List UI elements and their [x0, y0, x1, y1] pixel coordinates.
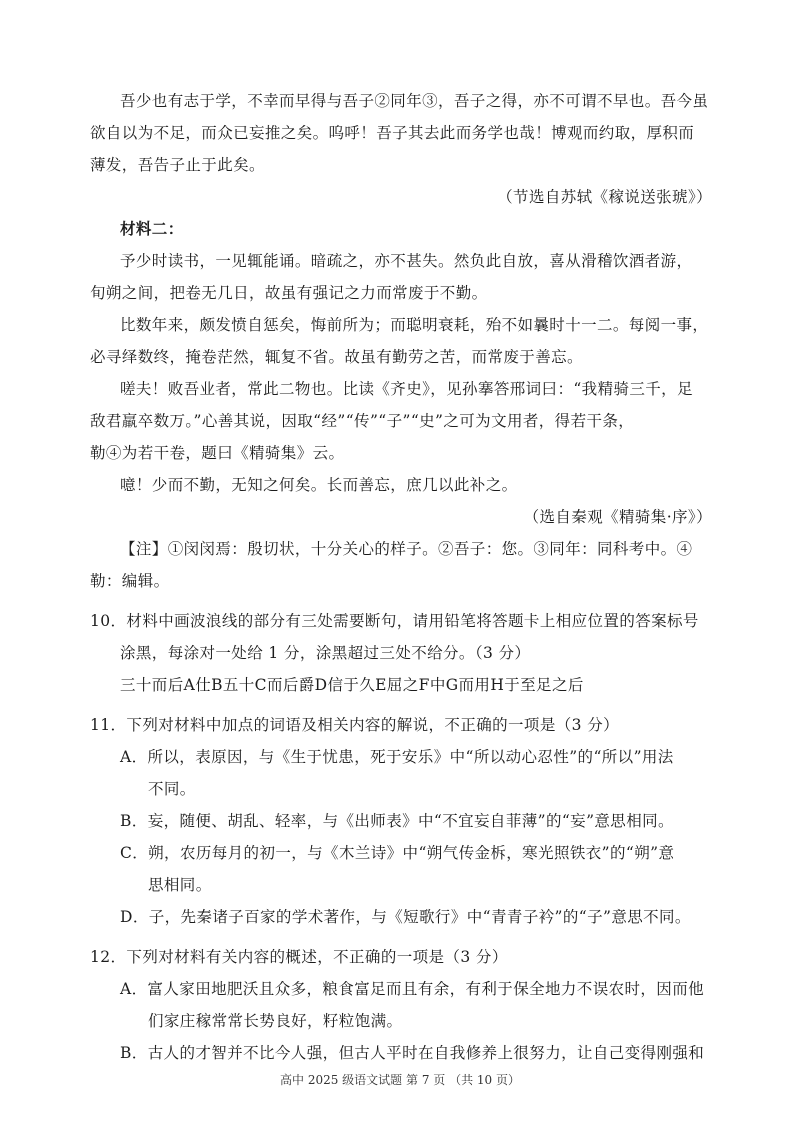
- material2-line: 旬朔之间，把卷无几日，故虽有强记之力而常废于不勤。: [90, 284, 488, 302]
- material2-line: 予少时读书，一见辄能诵。暗疏之，亦不甚失。然负此自放，喜从滑稽饮酒者游，: [120, 252, 693, 270]
- material2-line: 嗟夫！败吾业者，常此二物也。比读《齐史》，见孙搴答邢词曰：“我精骑三千，足: [120, 380, 693, 398]
- question-12-stem: 12．下列对材料有关内容的概述，不正确的一项是（3 分）: [90, 948, 508, 966]
- question-11-option-c: C．朔，农历每月的初一，与《木兰诗》中“朔气传金柝，寒光照铁衣”的“朔”意: [120, 844, 675, 862]
- material2-line: 噫！少而不勤，无知之何矣。长而善忘，庶几以此补之。: [120, 476, 518, 494]
- question-12-option-a: A．富人家田地肥沃且众多，粮食富足而且有余，有利于保全地力不误农时，因而他: [120, 980, 704, 998]
- material2-heading: 材料二：: [120, 219, 184, 238]
- question-11-option-d: D．子，先秦诸子百家的学术著作，与《短歌行》中“青青子衿”的“子”意思不同。: [120, 908, 691, 926]
- question-11-option-b: B．妄，随便、胡乱、轻率，与《出师表》中“不宜妄自菲薄”的“妄”意思相同。: [120, 812, 674, 830]
- material2-line: 必寻绎数终，掩卷茫然，辄复不省。故虽有勤劳之苦，而常废于善忘。: [90, 348, 583, 366]
- question-12-option-a-cont: 们家庄稼常常长势良好，籽粒饱满。: [148, 1012, 403, 1030]
- material2-line: 敌君羸卒数万。”心善其说，因取“经”“传”“子”“史”之可为文用者，得若干条，: [90, 412, 635, 430]
- question-11-option-a: A．所以，表原因，与《生于忧患，死于安乐》中“所以动心忍性”的“所以”用法: [120, 748, 674, 766]
- notes-line: 勒：编辑。: [90, 572, 170, 590]
- source-citation-1: （节选自苏轼《稼说送张琥》）: [497, 188, 712, 206]
- source-citation-2: （选自秦观《精骑集·序》）: [523, 508, 712, 526]
- material2-line: 比数年来，颇发愤自惩矣，悔前所为；而聪明衰耗，殆不如曩时十一二。每阅一事，: [120, 316, 709, 334]
- page-footer: 高中 2025 级语文试题 第 7 页 （共 10 页）: [280, 1073, 520, 1087]
- material2-line: 勒④为若干卷，题曰《精骑集》云。: [90, 444, 345, 462]
- question-11-stem: 11．下列对材料中加点的词语及相关内容的解说，不正确的一项是（3 分）: [90, 716, 620, 734]
- question-11-option-c-cont: 思相同。: [148, 876, 212, 894]
- question-10-stem: 涂黑，每涂对一处给 1 分，涂黑超过三处不给分。（3 分）: [120, 644, 531, 662]
- question-12-option-b: B．古人的才智并不比今人强，但古人平时在自我修养上很努力，让自己变得刚强和: [120, 1044, 705, 1062]
- question-11-option-a-cont: 不同。: [148, 780, 196, 798]
- question-10-stem: 10．材料中画波浪线的部分有三处需要断句，请用铅笔将答题卡上相应位置的答案标号: [90, 612, 699, 630]
- notes-line: 【注】①闵闵焉：殷切状，十分关心的样子。②吾子：您。③同年：同科考中。④: [120, 540, 693, 558]
- material1-line: 欲自以为不足，而众已妄推之矣。呜呼！吾子其去此而务学也哉！博观而约取，厚积而: [90, 124, 695, 142]
- material1-line: 吾少也有志于学，不幸而早得与吾子②同年③，吾子之得，亦不可谓不早也。吾今虽: [120, 92, 709, 110]
- material1-line: 薄发，吾告子止于此矣。: [90, 156, 265, 174]
- question-10-sentence: 三十而后A仕B五十C而后爵D信于久E屈之F中G而用H于至足之后: [120, 676, 584, 694]
